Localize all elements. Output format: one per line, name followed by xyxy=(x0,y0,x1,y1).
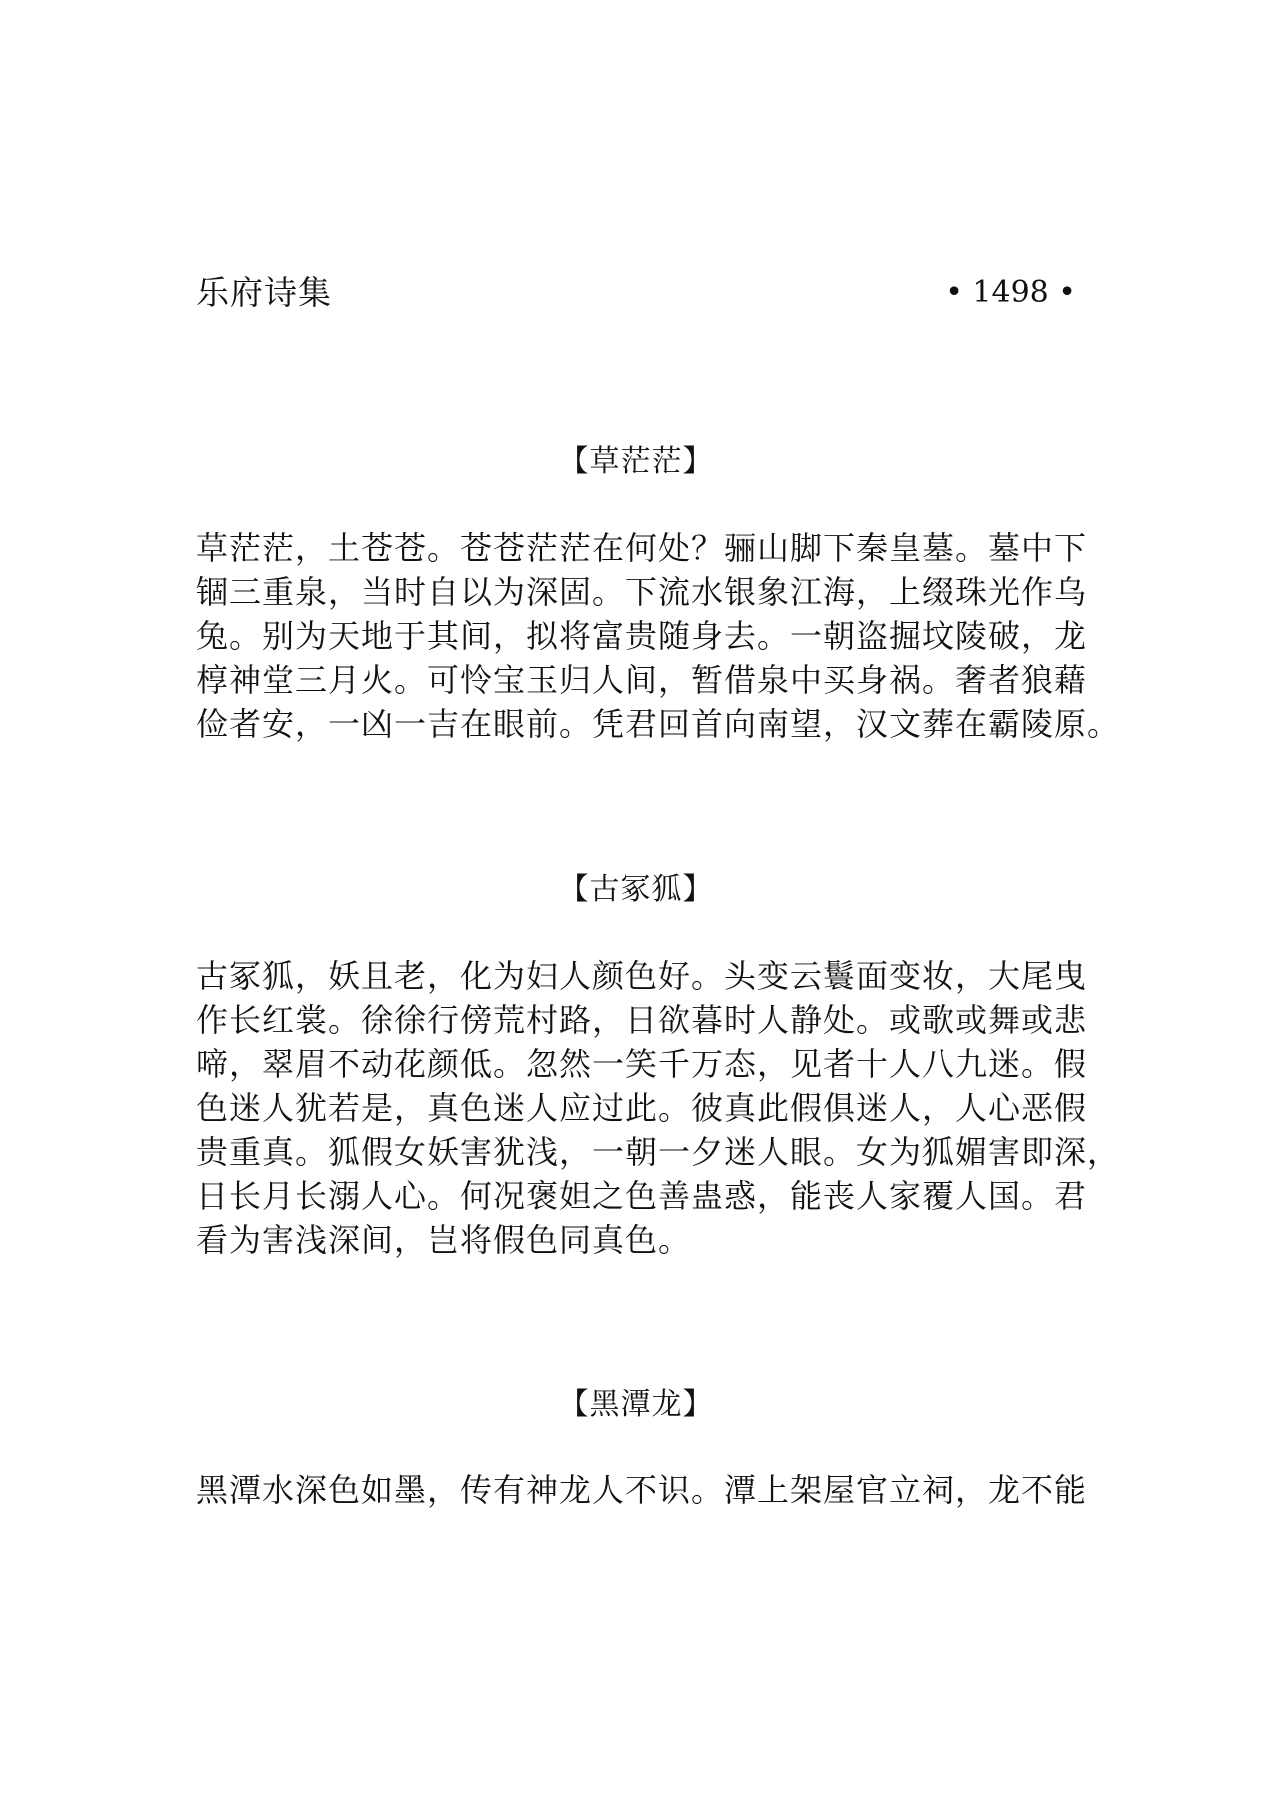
poem-line: 椁神堂三月火。可怜宝玉归人间，暂借泉中买身祸。奢者狼藉 xyxy=(196,661,1088,699)
poem-body xyxy=(196,954,1121,1262)
poem-line: 作长红裳。徐徐行傍荒村路，日欲暮时人静处。或歌或舞或悲 xyxy=(196,1001,1088,1039)
poem-line: 贵重真。狐假女妖害犹浅，一朝一夕迷人眼。女为狐媚害即深， xyxy=(196,1133,1121,1171)
page-number: • 1498 • xyxy=(945,275,1076,310)
poem-body xyxy=(196,1468,1096,1512)
poem-line: 草茫茫，土苍苍。苍苍茫茫在何处？骊山脚下秦皇墓。墓中下 xyxy=(196,529,1088,567)
book-title: 乐府诗集 xyxy=(196,273,332,312)
poem-title: 【古冢狐】 xyxy=(558,872,714,907)
poem-title: 【黑潭龙】 xyxy=(558,1387,714,1422)
poem-body xyxy=(196,526,1121,746)
page-header xyxy=(196,268,1076,318)
poem-line: 古冢狐，妖且老，化为妇人颜色好。头变云鬟面变妆，大尾曳 xyxy=(196,957,1088,995)
poem-line: 看为害浅深间，岂将假色同真色。 xyxy=(196,1221,692,1259)
poem-title: 【草茫茫】 xyxy=(558,444,714,479)
poem-line: 色迷人犹若是，真色迷人应过此。彼真此假俱迷人，人心恶假 xyxy=(196,1089,1088,1127)
poem-line: 日长月长溺人心。何况褒妲之色善蛊惑，能丧人家覆人国。君 xyxy=(196,1177,1088,1215)
poem-line: 黑潭水深色如墨，传有神龙人不识。潭上架屋官立祠，龙不能 xyxy=(196,1471,1088,1509)
poem-line: 锢三重泉，当时自以为深固。下流水银象江海，上缀珠光作乌 xyxy=(196,573,1088,611)
poem-line: 俭者安，一凶一吉在眼前。凭君回首向南望，汉文葬在霸陵原。 xyxy=(196,705,1121,743)
poem-line: 啼，翠眉不动花颜低。忽然一笑千万态，见者十人八九迷。假 xyxy=(196,1045,1088,1083)
poem-line: 兔。别为天地于其间，拟将富贵随身去。一朝盗掘坟陵破，龙 xyxy=(196,617,1088,655)
